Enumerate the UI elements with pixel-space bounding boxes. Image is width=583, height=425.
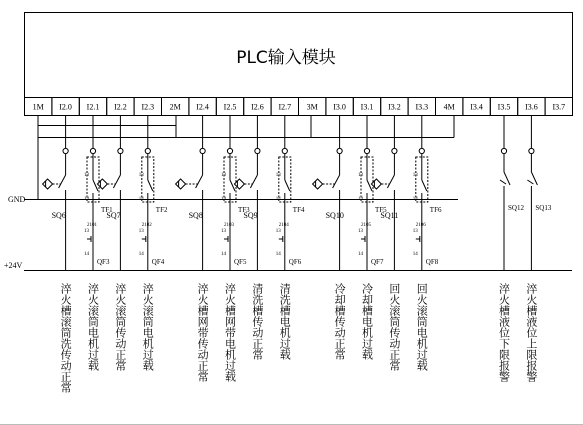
terminal-node — [90, 148, 95, 153]
terminal-label: I2.6 — [251, 102, 264, 112]
qf-label: QF6 — [288, 258, 302, 266]
pin-number: 14 — [221, 197, 226, 202]
pin-number: 13 — [275, 229, 281, 234]
sq-label: SQ10 — [325, 211, 344, 220]
terminal-node — [227, 148, 232, 153]
description-text: 淬火槽液位上限报警 — [524, 283, 538, 382]
pin-number: 14 — [138, 252, 144, 257]
tf-code: 2102 — [141, 223, 152, 228]
pin-number: 13 — [412, 173, 418, 178]
pin-number: 13 — [84, 173, 89, 178]
tf-label: TF5 — [375, 206, 387, 214]
description-group — [59, 282, 538, 393]
terminal-label: I2.5 — [223, 102, 237, 112]
sensor-icon — [43, 179, 53, 189]
terminal-label: I2.7 — [278, 102, 292, 112]
tf-label: TF6 — [429, 206, 442, 214]
qf-label: QF3 — [97, 258, 110, 266]
terminal-node — [529, 148, 534, 153]
sq-label: SQ9 — [243, 211, 258, 220]
pin-number: 14 — [412, 197, 418, 202]
sensor-contact — [333, 175, 340, 188]
tf-code: 2105 — [361, 223, 371, 228]
tf-code: 2101 — [87, 223, 97, 228]
pin-number: 14 — [358, 252, 363, 257]
sensor-contact — [59, 175, 66, 188]
pin-number: 14 — [84, 197, 89, 202]
terminal-label: I3.3 — [415, 102, 429, 112]
terminal-label: I2.2 — [114, 102, 127, 112]
terminal-label: I3.7 — [552, 102, 566, 112]
terminal-node — [200, 148, 205, 153]
terminal-label: I3.5 — [497, 102, 511, 112]
terminal-label: 1M — [32, 102, 44, 112]
sensor-icon — [176, 179, 186, 189]
description-text: 淬火槽网带传动正常 — [196, 283, 210, 382]
pin-number: 14 — [138, 197, 144, 202]
pin-number: 14 — [358, 197, 363, 202]
description-text: 清洗槽传动正常 — [250, 283, 264, 360]
tf-contact — [422, 180, 427, 191]
tf-contact — [367, 180, 372, 191]
pin-number: 13 — [358, 229, 363, 234]
pin-number: 13 — [275, 173, 281, 178]
qf-label: QF8 — [425, 258, 439, 266]
pin-number: 13 — [221, 173, 226, 178]
device-group — [43, 116, 552, 271]
pin-number: 13 — [358, 173, 363, 178]
description-text: 冷却槽电机过载 — [360, 283, 374, 360]
sq-label: SQ7 — [106, 211, 121, 220]
terminal-label: I3.0 — [333, 102, 346, 112]
qf-label: QF5 — [234, 258, 247, 266]
tf-label: TF3 — [238, 206, 250, 214]
pin-number: 13 — [138, 173, 144, 178]
pin-number: 13 — [412, 229, 418, 234]
pin-number: 13 — [221, 229, 226, 234]
v24-label: +24V — [4, 261, 23, 270]
tf-label: TF2 — [155, 206, 168, 214]
terminal-label: I3.6 — [525, 102, 538, 112]
terminal-label: 3M — [306, 102, 318, 112]
sensor-contact — [196, 175, 203, 188]
sensor-contact — [113, 175, 120, 188]
description-text: 淬火槽液位下限报警 — [497, 283, 511, 382]
description-text: 淬火滚筒传动正常 — [113, 283, 127, 371]
tf-contact — [93, 180, 98, 191]
sq-label: SQ12 — [508, 204, 524, 212]
tf-contact — [148, 180, 153, 191]
description-text: 淬火滚筒电机过载 — [141, 283, 155, 371]
description-text: 回火滚筒电机过载 — [415, 283, 429, 371]
terminal-node — [255, 148, 260, 153]
terminal-label: I2.3 — [141, 102, 155, 112]
terminal-node — [118, 148, 123, 153]
pin-number: 13 — [84, 229, 89, 234]
terminal-label: 4M — [443, 102, 455, 112]
tf-label: TF4 — [292, 206, 305, 214]
module-title: PLC输入模块 — [236, 48, 336, 68]
sq-label: SQ13 — [535, 204, 552, 212]
terminal-node — [364, 148, 369, 153]
sensor-contact — [250, 175, 257, 188]
gnd-label: GND — [8, 195, 26, 204]
terminal-label: I3.2 — [388, 102, 401, 112]
terminal-node — [501, 148, 506, 153]
terminal-label: I2.1 — [86, 102, 100, 112]
pin-number: 14 — [221, 252, 226, 257]
description-text: 冷却槽传动正常 — [333, 283, 347, 360]
sq-label: SQ8 — [188, 211, 203, 220]
description-text: 淬火滚筒电机过载 — [86, 283, 100, 371]
tf-label: TF1 — [101, 206, 113, 214]
level-contact-mark — [527, 180, 533, 184]
terminal-node — [419, 148, 424, 153]
pin-number: 14 — [412, 252, 418, 257]
sensor-contact — [387, 175, 394, 188]
description-text: 淬火槽滚筒洗传动正常 — [59, 283, 73, 393]
level-contact-mark — [500, 180, 506, 184]
terminal-node — [282, 148, 287, 153]
pin-number: 14 — [275, 197, 281, 202]
description-text: 回火滚筒传动正常 — [387, 283, 401, 371]
terminal-label: I3.1 — [360, 102, 374, 112]
terminal-label: I3.4 — [470, 102, 483, 112]
qf-label: QF7 — [371, 258, 384, 266]
description-text: 清洗槽电机过载 — [278, 283, 292, 360]
tf-contact — [285, 180, 290, 191]
terminal-node — [63, 148, 68, 153]
qf-label: QF4 — [151, 258, 165, 266]
terminal-node — [145, 148, 150, 153]
pin-number: 14 — [84, 252, 89, 257]
pin-number: 13 — [138, 229, 144, 234]
tf-code: 2104 — [278, 223, 289, 228]
tf-contact — [230, 180, 235, 191]
sq-label: SQ6 — [51, 211, 66, 220]
terminal-row — [25, 98, 573, 116]
tf-code: 2103 — [224, 223, 234, 228]
tf-code: 2106 — [415, 223, 426, 228]
pin-number: 14 — [275, 252, 281, 257]
sq-label: SQ11 — [380, 211, 399, 220]
terminal-node — [392, 148, 397, 153]
sensor-icon — [313, 179, 323, 189]
description-text: 淬火槽网带电机过载 — [223, 283, 237, 382]
terminal-node — [337, 148, 342, 153]
terminal-label: 2M — [169, 102, 181, 112]
terminal-label: I2.0 — [59, 102, 72, 112]
terminal-label: I2.4 — [196, 102, 209, 112]
